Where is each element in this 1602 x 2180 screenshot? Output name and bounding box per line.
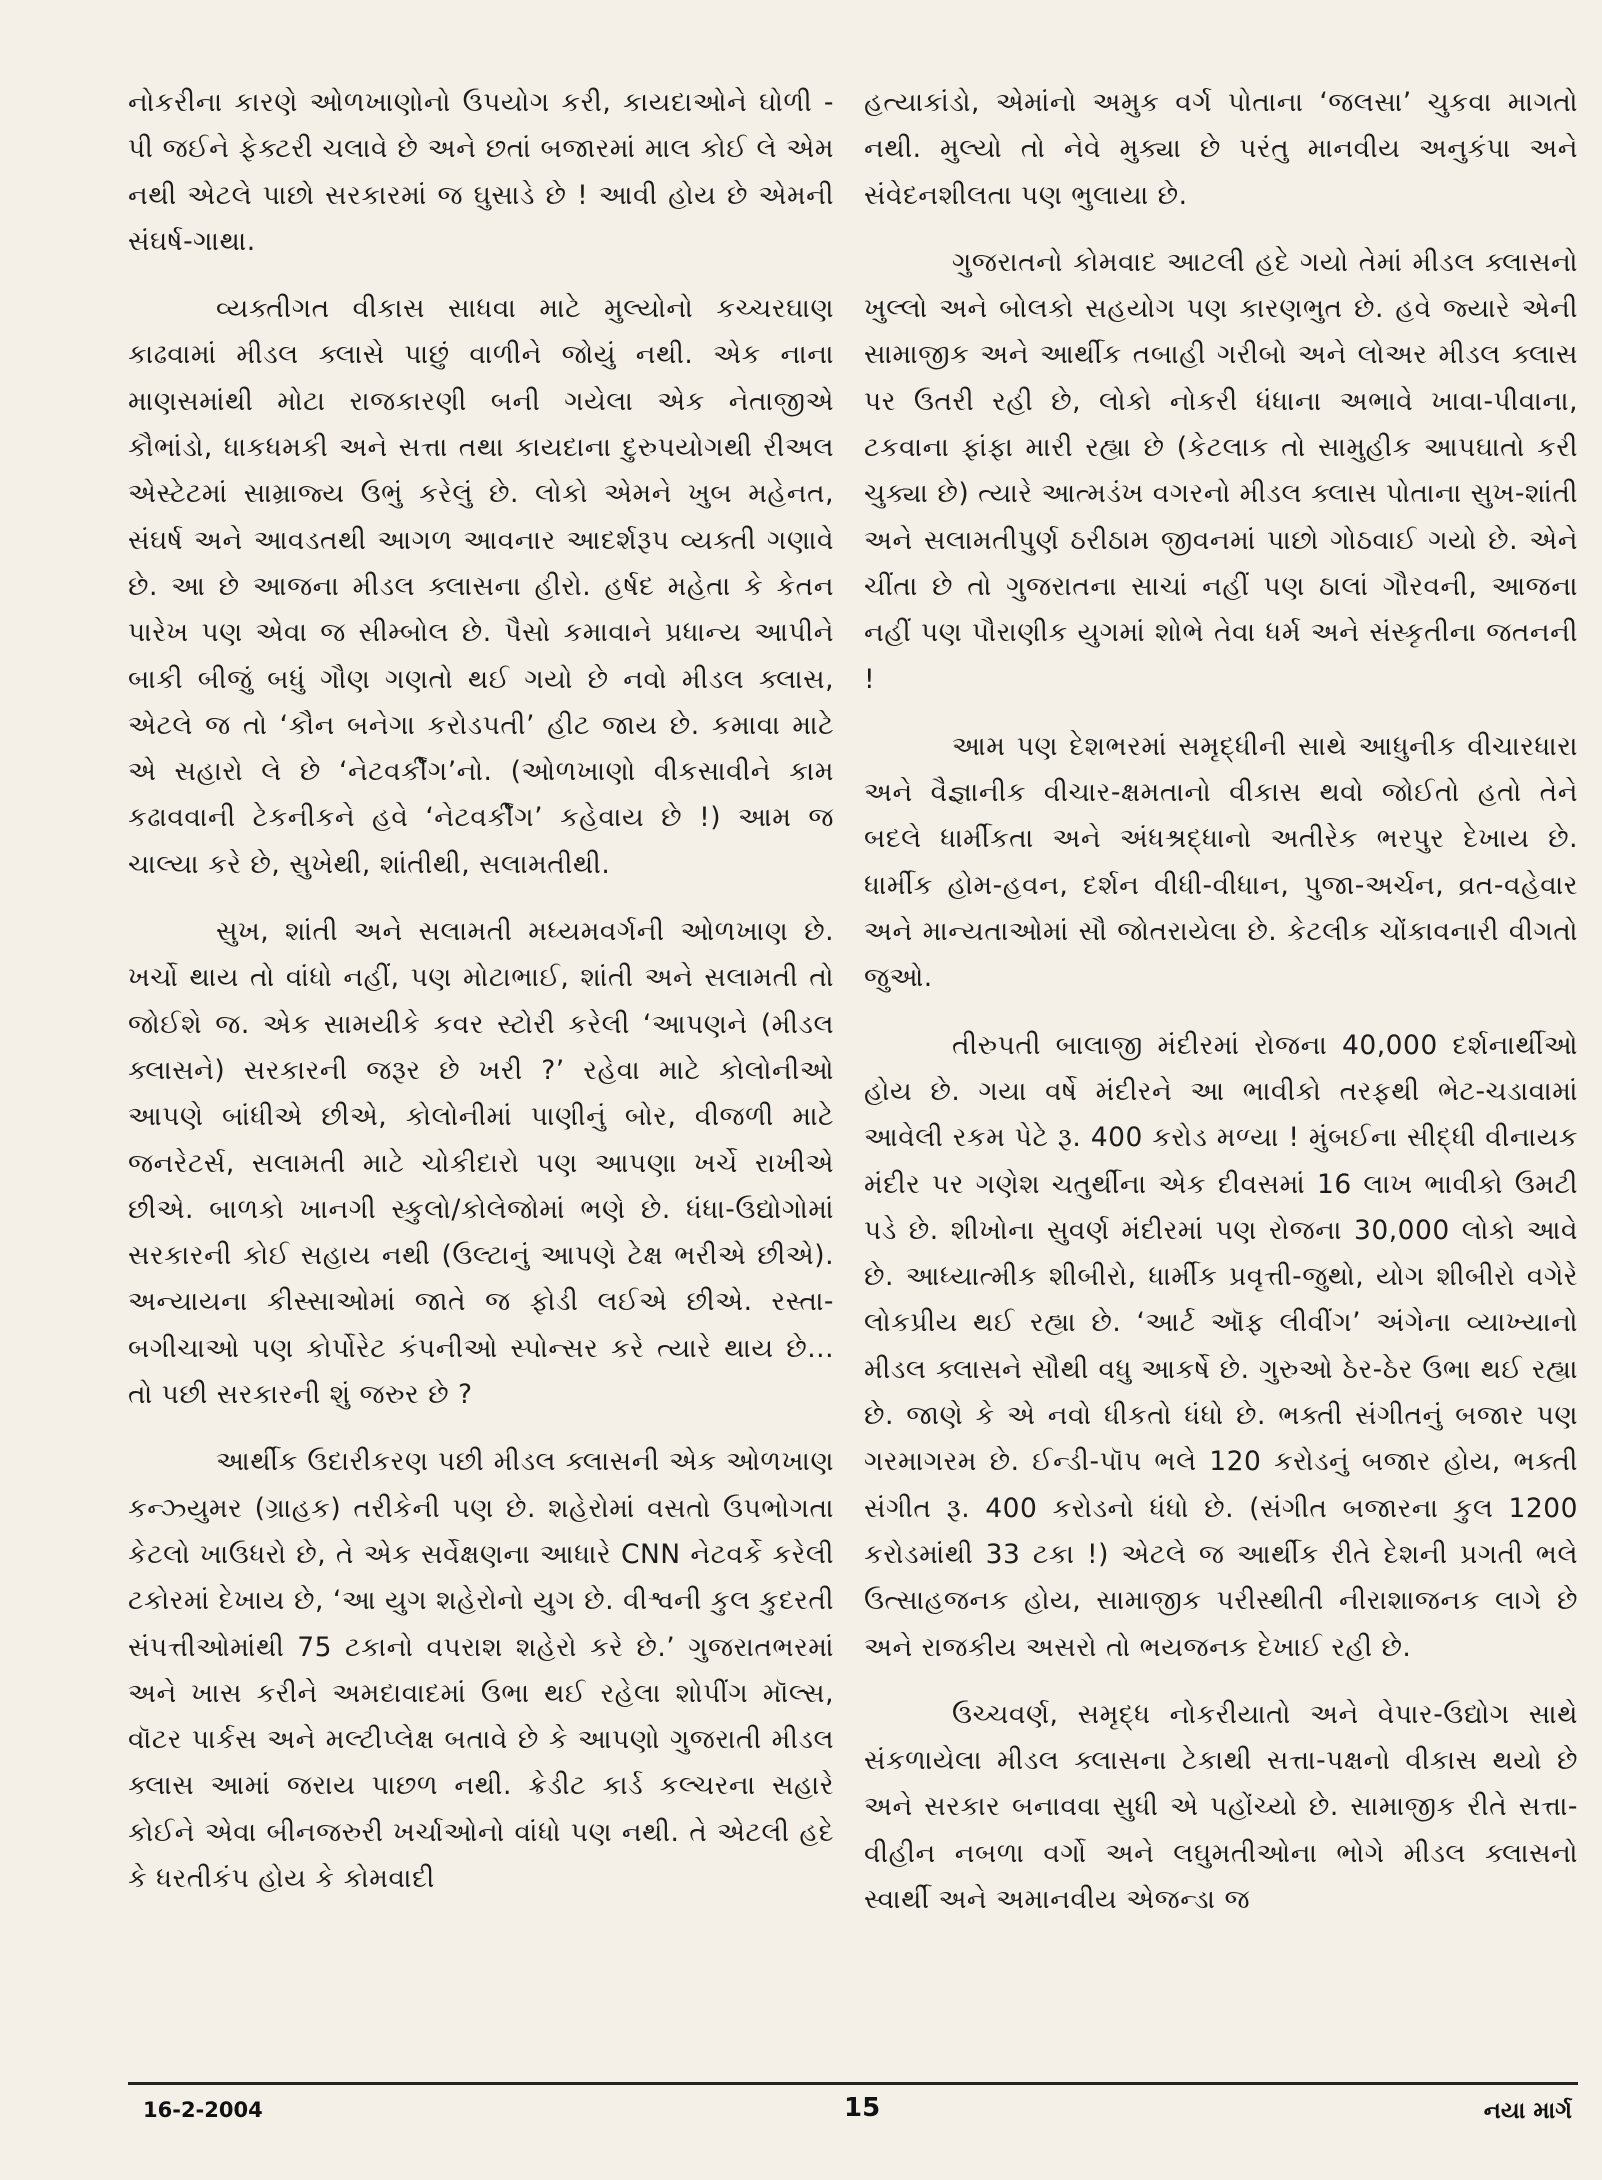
issue-date: 16-2-2004 <box>143 2098 263 2122</box>
article-column-right <box>864 80 1578 1944</box>
article-column-left <box>128 80 834 1923</box>
paragraph: ઉચ્ચવર્ણ, સમૃદ્ધ નોકરીયાતો અને વેપાર-ઉદ્યોગ સાથે સંકળાયેલા મીડલ ક્લાસના ટેકાથી સત્તા-પક્ષનો વીકાસ થયો છે અને સરકાર બનાવવા સુધી એ પહોંચ્યો છે. સામાજીક રીતે સત્તા-વીહીન નબળા વર્ગો અને લઘુમતીઓના ભોગે મીડલ ક્લાસનો સ્વાર્થી અને અમાનવીય એજન્ડા જ <box>864 1698 1578 1915</box>
magazine-name: નયા માર્ગ <box>1483 2098 1572 2124</box>
footer-divider <box>128 2082 1578 2085</box>
paragraph: હત્યાકાંડો, એમાંનો અમુક વર્ગ પોતાના ‘જલસા’ ચુકવા માગતો નથી. મુલ્યો તો નેવે મુક્યા છે પરંતુ માનવીય અનુકંપા અને સંવેદનશીલતા પણ ભુલાયા છે. <box>864 87 1578 211</box>
paragraph: સુખ, શાંતી અને સલામતી મધ્યમવર્ગની ઓળખાણ છે. ખર્ચો થાય તો વાંધો નહીં, પણ મોટાભાઈ, શાંતી અને સલામતી તો જોઈશે જ. એક સામયીકે કવર સ્ટોરી કરેલી ‘આપણને (મીડલ ક્લાસને) સરકારની જરૂર છે ખરી ?’ રહેવા માટે કોલોનીઓ આપણે બાંધીએ છીએ, કોલોનીમાં પાણીનું બોર, વીજળી માટે જનરેટર્સ, સલામતી માટે ચોકીદારો પણ આપણા ખર્ચે રાખીએ છીએ. બાળકો ખાનગી સ્કુલો/કોલેજોમાં ભણે છે. ધંધા-ઉદ્યોગોમાં સરકારની કોઈ સહાય નથી (ઉલ્ટાનું આપણે ટેક્ષ ભરીએ છીએ). અન્યાયના કીસ્સાઓમાં જાતે જ ફોડી લઈએ છીએ. રસ્તા-બગીચાઓ પણ કોર્પોરેટ કંપનીઓ સ્પોન્સર કરે ત્યારે થાય છે... તો પછી સરકારની શું જરુર છે ? <box>128 916 834 1411</box>
paragraph: આર્થીક ઉદારીકરણ પછી મીડલ ક્લાસની એક ઓળખાણ કન્ઝ્યુમર (ગ્રાહક) તરીકેની પણ છે. શહેરોમાં વસતો ઉપભોગતા કેટલો ખાઉધરો છે, તે એક સર્વેક્ષણના આધારે CNN નેટવર્કે કરેલી ટકોરમાં દેખાય છે, ‘આ યુગ શહેરોનો યુગ છે. વીશ્વની કુલ કુદરતી સંપત્તીઓમાંથી 75 ટકાનો વપરાશ શહેરો કરે છે.’ ગુજરાતભરમાં અને ખાસ કરીને અમદાવાદમાં ઉભા થઈ રહેલા શોપીંગ મૉલ્સ, વૉટર પાર્કસ અને મલ્ટીપ્લેક્ષ બતાવે છે કે આપણો ગુજરાતી મીડલ ક્લાસ આમાં જરાય પાછળ નથી. ક્રેડીટ કાર્ડ કલ્ચરના સહારે કોઈને એવા બીનજરુરી ખર્ચાઓનો વાંધો પણ નથી. તે એટલી હદે કે ધરતીકંપ હોય કે કોમવાદી <box>128 1446 834 1894</box>
paragraph: ગુજરાતનો કોમવાદ આટલી હદે ગયો તેમાં મીડલ ક્લાસનો ખુલ્લો અને બોલકો સહયોગ પણ કારણભુત છે. હવે જ્યારે એની સામાજીક અને આર્થીક તબાહી ગરીબો અને લોઅર મીડલ ક્લાસ પર ઉતરી રહી છે, લોકો નોકરી ધંધાના અભાવે ખાવા-પીવાના, ટકવાના ફાંફા મારી રહ્યા છે (કેટલાક તો સામુહીક આપઘાતો કરી ચુક્યા છે) ત્યારે આત્મડંખ વગરનો મીડલ ક્લાસ પોતાના સુખ-શાંતી અને સલામતીપુર્ણ ઠરીઠામ જીવનમાં પાછો ગોઠવાઈ ગયો છે. એને ચીંતા છે તો ગુજરાતના સાચાં નહીં પણ ઠાલાં ગૌરવની, આજના નહીં પણ પૌરાણીક યુગમાં શોભે તેવા ધર્મ અને સંસ્કૃતીના જતનની ! <box>864 246 1578 695</box>
paragraph: આમ પણ દેશભરમાં સમૃદ્ધીની સાથે આધુનીક વીચારધારા અને વૈજ્ઞાનીક વીચાર-ક્ષમતાનો વીકાસ થવો જોઈતો હતો તેને બદલે ધાર્મીકતા અને અંધશ્રદ્ધાનો અતીરેક ભરપુર દેખાય છે. ધાર્મીક હોમ-હવન, દર્શન વીધી-વીધાન, પુજા-અર્ચન, વ્રત-વહેવાર અને માન્યતાઓમાં સૌ જોતરાયેલા છે. કેટલીક ચોંકાવનારી વીગતો જુઓ. <box>864 730 1578 994</box>
paragraph: નોકરીના કારણે ઓળખાણોનો ઉપયોગ કરી, કાયદાઓને ઘોળી - પી જઈને ફેક્ટરી ચલાવે છે અને છતાં બજારમાં માલ કોઈ લે એમ નથી એટલે પાછો સરકારમાં જ ઘુસાડે છે ! આવી હોય છે એમની સંઘર્ષ-ગાથા. <box>128 87 834 257</box>
paragraph: વ્યક્તીગત વીકાસ સાધવા માટે મુલ્યોનો કચ્ચરઘાણ કાઢવામાં મીડલ ક્લાસે પાછું વાળીને જોયું નથી. એક નાના માણસમાંથી મોટા રાજકારણી બની ગયેલા એક નેતાજીએ કૌભાંડો, ધાકધમકી અને સત્તા તથા કાયદાના દુરુપયોગથી રીઅલ એસ્ટેટમાં સામ્રાજ્ય ઉભું કરેલું છે. લોકો એમને ખુબ મહેનત, સંઘર્ષ અને આવડતથી આગળ આવનાર આદર્શરૂપ વ્યક્તી ગણાવે છે. આ છે આજના મીડલ ક્લાસના હીરો. હર્ષદ મહેતા કે કેતન પારેખ પણ એવા જ સીમ્બોલ છે. પૈસો કમાવાને પ્રધાન્ય આપીને બાકી બીજું બધું ગૌણ ગણતો થઈ ગયો છે નવો મીડલ ક્લાસ, એટલે જ તો ‘કૌન બનેગા કરોડપતી’ હીટ જાય છે. કમાવા માટે એ સહારો લે છે ‘નેટવર્કીંગ’નો. (ઓળખાણો વીકસાવીને કામ કઢાવવાની ટેકનીકને હવે ‘નેટવર્કીંગ’ કહેવાય છે !) આમ જ ચાલ્યા કરે છે, સુખેથી, શાંતીથી, સલામતીથી. <box>128 293 834 880</box>
page-number: 15 <box>844 2093 881 2123</box>
paragraph: તીરુપતી બાલાજી મંદીરમાં રોજના 40,000 દર્શનાર્થીઓ હોય છે. ગયા વર્ષે મંદીરને આ ભાવીકો તરફથી ભેટ-ચડાવામાં આવેલી રકમ પેટે રૂ. 400 કરોડ મળ્યા ! મુંબઈના સીદ્ધી વીનાયક મંદીર પર ગણેશ ચતુર્થીના એક દીવસમાં 16 લાખ ભાવીકો ઉમટી પડે છે. શીખોના સુવર્ણ મંદીરમાં પણ રોજના 30,000 લોકો આવે છે. આધ્યાત્મીક શીબીરો, ધાર્મીક પ્રવૃત્તી-જુથો, યોગ શીબીરો વગેરે લોકપ્રીય થઈ રહ્યા છે. ‘આર્ટ ઑફ લીવીંગ’ અંગેના વ્યાખ્યાનો મીડલ ક્લાસને સૌથી વધુ આકર્ષે છે. ગુરુઓ ઠેર-ઠેર ઉભા થઈ રહ્યા છે. જાણે કે એ નવો ધીકતો ધંધો છે. ભક્તી સંગીતનું બજાર પણ ગરમાગરમ છે. ઈન્ડી-પૉપ ભલે 120 કરોડનું બજાર હોય, ભક્તી સંગીત રૂ. 400 કરોડનો ધંધો છે. (સંગીત બજારના કુલ 1200 કરોડમાંથી 33 ટકા !) એટલે જ આર્થીક રીતે દેશની પ્રગતી ભલે ઉત્સાહજનક હોય, સામાજીક પરીસ્થીતી નીરાશાજનક લાગે છે અને રાજકીય અસરો તો ભયજનક દેખાઈ રહી છે. <box>864 1029 1578 1663</box>
